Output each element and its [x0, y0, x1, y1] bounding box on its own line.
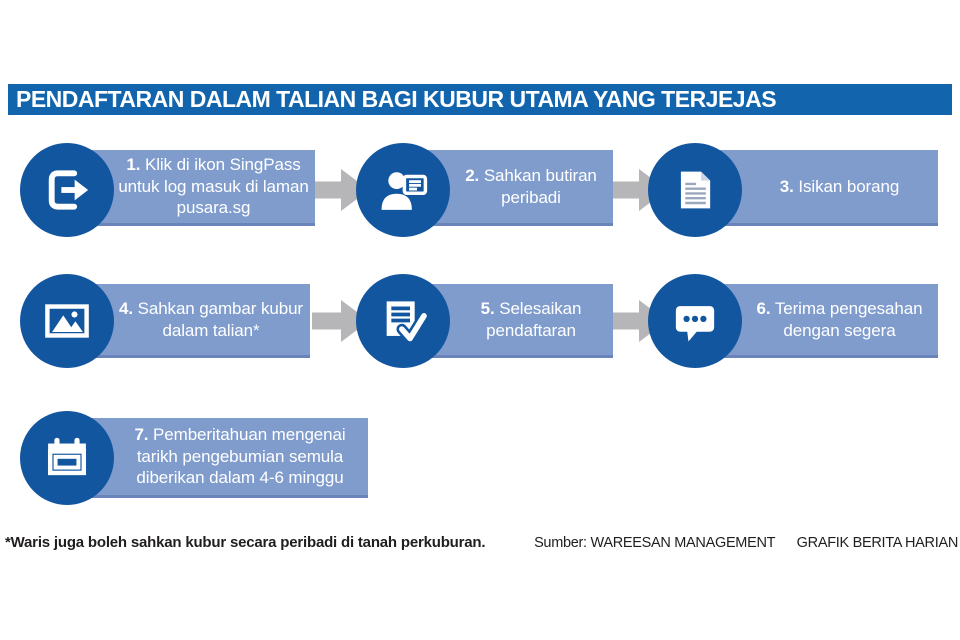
credit-text: GRAFIK BERITA HARIAN — [796, 535, 958, 551]
step-1-label: Klik di ikon SingPass untuk log masuk di laman pusara.sg — [118, 155, 309, 218]
step-7-badge — [20, 411, 114, 505]
document-icon — [669, 164, 721, 216]
step-5-badge — [356, 274, 450, 368]
step-4-number: 4. — [119, 299, 133, 318]
step-1-badge — [20, 143, 114, 237]
step-5-number: 5. — [480, 299, 495, 318]
step-1-text — [116, 154, 311, 219]
step-5-text — [453, 298, 609, 341]
step-3-badge — [648, 143, 742, 237]
source-credit — [534, 535, 958, 551]
document-check-icon — [375, 293, 431, 349]
footnote: *Waris juga boleh sahkan kubur secara peribadi di tanah perkuburan. — [5, 534, 486, 551]
step-4-badge — [20, 274, 114, 368]
step-2-badge — [356, 143, 450, 237]
step-2-text — [453, 165, 609, 208]
step-3-text — [780, 176, 899, 198]
step-4-text — [116, 298, 306, 341]
person-id-card-icon — [375, 162, 431, 218]
step-3-number: 3. — [779, 176, 794, 196]
source-text: Sumber: WAREESAN MANAGEMENT — [534, 535, 775, 551]
chat-bubble-icon — [667, 293, 723, 349]
step-2-number: 2. — [465, 166, 480, 185]
calendar-icon — [39, 430, 95, 486]
step-1-number: 1. — [126, 155, 141, 175]
step-7-number: 7. — [134, 425, 149, 445]
sign-in-icon — [40, 163, 94, 217]
photo-icon — [39, 293, 95, 349]
step-5-label: Selesaikan pendaftaran — [486, 299, 582, 340]
step-2-label: Sahkan butiran peribadi — [483, 166, 597, 207]
step-3-label: Isikan borang — [798, 176, 900, 196]
header-bar — [8, 84, 952, 115]
step-6-label: Terima pengesahan dengan segera — [774, 299, 923, 340]
step-6-badge — [648, 274, 742, 368]
step-7-text — [116, 424, 364, 489]
step-6-number: 6. — [756, 299, 771, 318]
page-title: PENDAFTARAN DALAM TALIAN BAGI KUBUR UTAMA YANG TERJEJAS — [16, 86, 777, 112]
step-7-label: Pemberitahuan mengenai tarikh pengebumian semula diberikan dalam 4-6 minggu — [136, 425, 346, 488]
step-6-text — [745, 298, 934, 341]
step-4-label: Sahkan gambar kubur dalam talian* — [137, 299, 303, 340]
